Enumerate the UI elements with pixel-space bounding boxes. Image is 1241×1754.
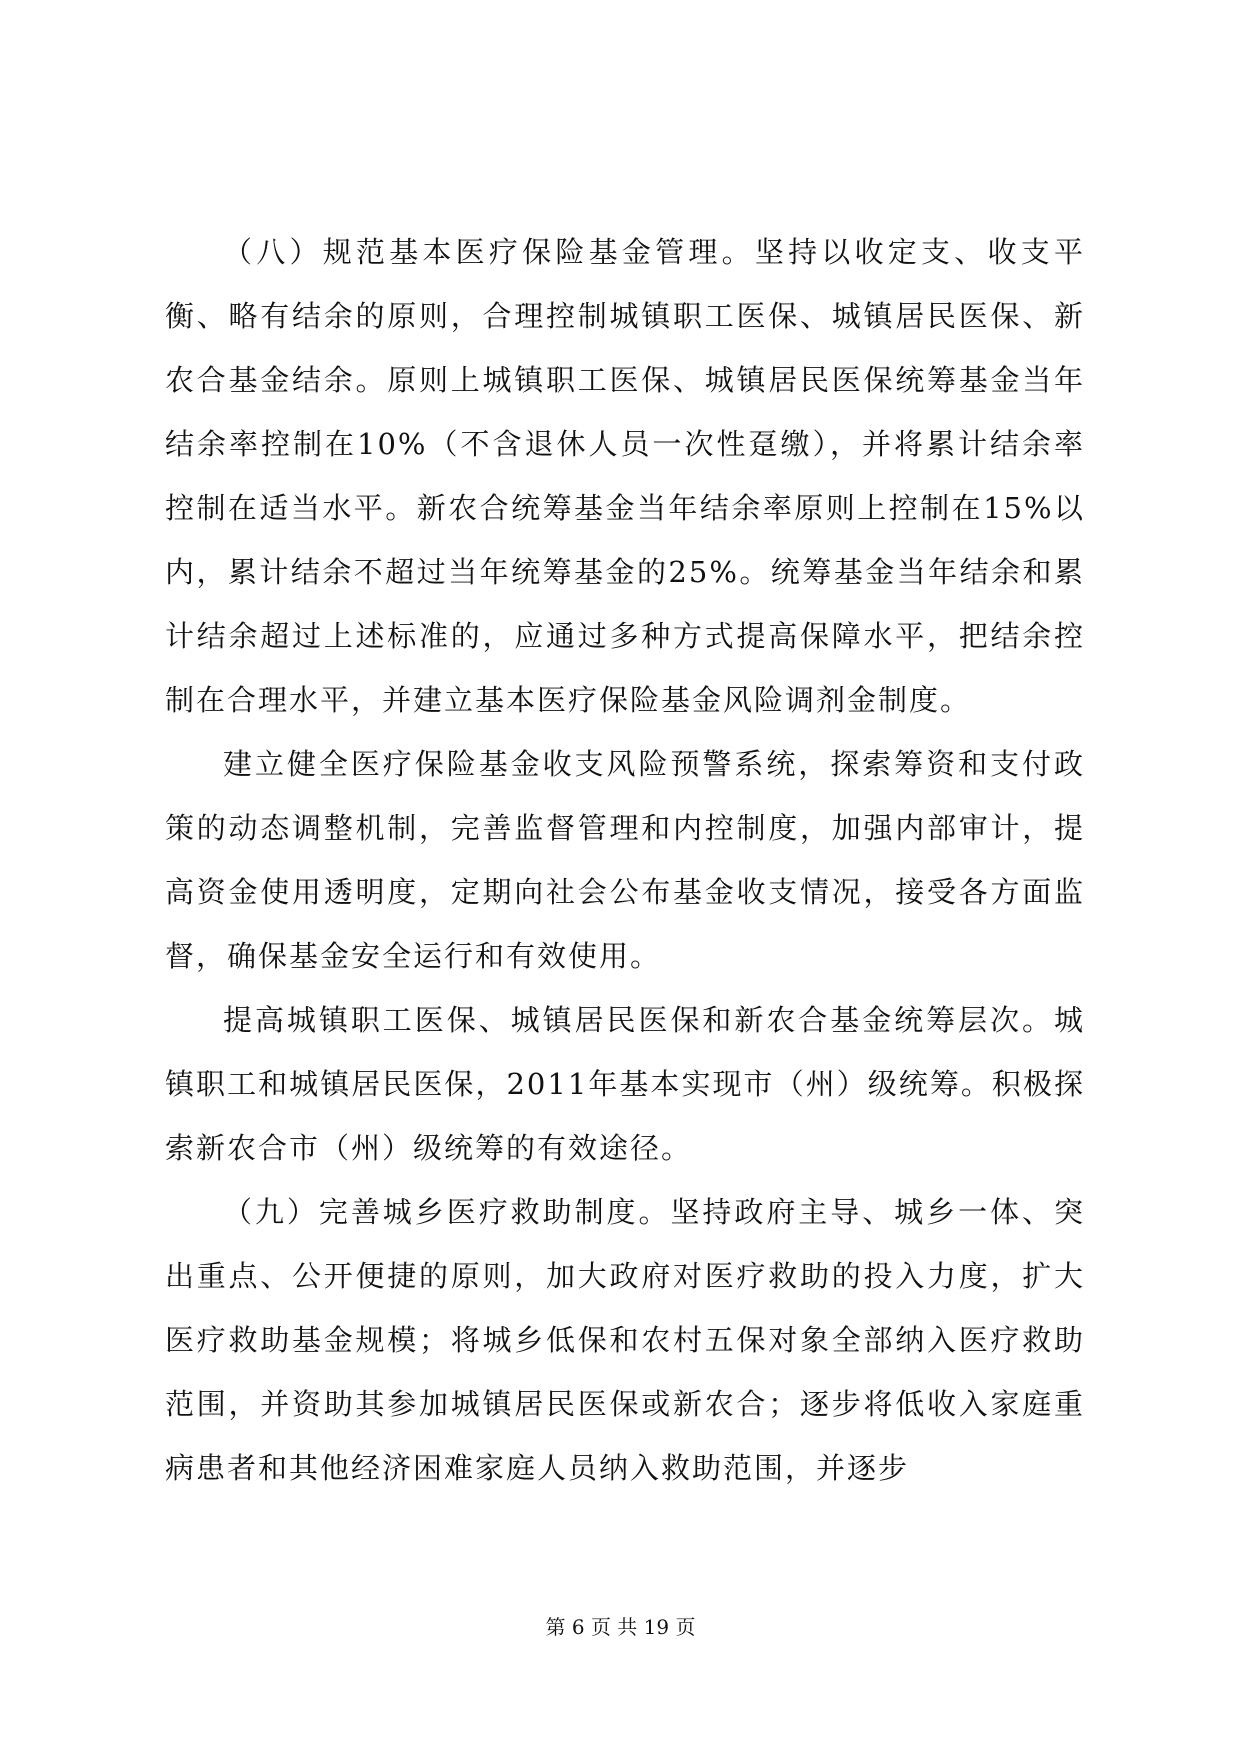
paragraph-medical-assistance: （九）完善城乡医疗救助制度。坚持政府主导、城乡一体、突出重点、公开便捷的原则，加大政府对医疗救助的投入力度，扩大医疗救助基金规模；将城乡低保和农村五保对象全部纳入医疗救助范围，并资助其参加城镇居民医保或新农合；逐步将低收入家庭重病患者和其他经济困难家庭人员纳入救助范围，并逐步 xyxy=(165,1195,1085,1485)
paragraph-risk-warning: 建立健全医疗保险基金收支风险预警系统，探索筹资和支付政策的动态调整机制，完善监督管理和内控制度，加强内部审计，提高资金使用透明度，定期向社会公布基金收支情况，接受各方面监督，确保基金安全运行和有效使用。 xyxy=(165,747,1085,973)
page-number-footer: 第 6 页 共 19 页 xyxy=(545,1615,696,1639)
paragraph-fund-management: （八）规范基本医疗保险基金管理。坚持以收定支、收支平衡、略有结余的原则，合理控制城镇职工医保、城镇居民医保、新农合基金结余。原则上城镇职工医保、城镇居民医保统筹基金当年结余率控制在10%（不含退休人员一次性趸缴），并将累计结余率控制在适当水平。新农合统筹基金当年结余率原则上控制在15%以内，累计结余不超过当年统筹基金的25%。统筹基金当年结余和累计结余超过上述标准的，应通过多种方式提高保障水平，把结余控制在合理水平，并建立基本医疗保险基金风险调剂金制度。 xyxy=(165,235,1085,717)
document-body xyxy=(165,220,1085,1500)
paragraph-pooling-level: 提高城镇职工医保、城镇居民医保和新农合基金统筹层次。城镇职工和城镇居民医保，2011年基本实现市（州）级统筹。积极探索新农合市（州）级统筹的有效途径。 xyxy=(165,1003,1085,1165)
